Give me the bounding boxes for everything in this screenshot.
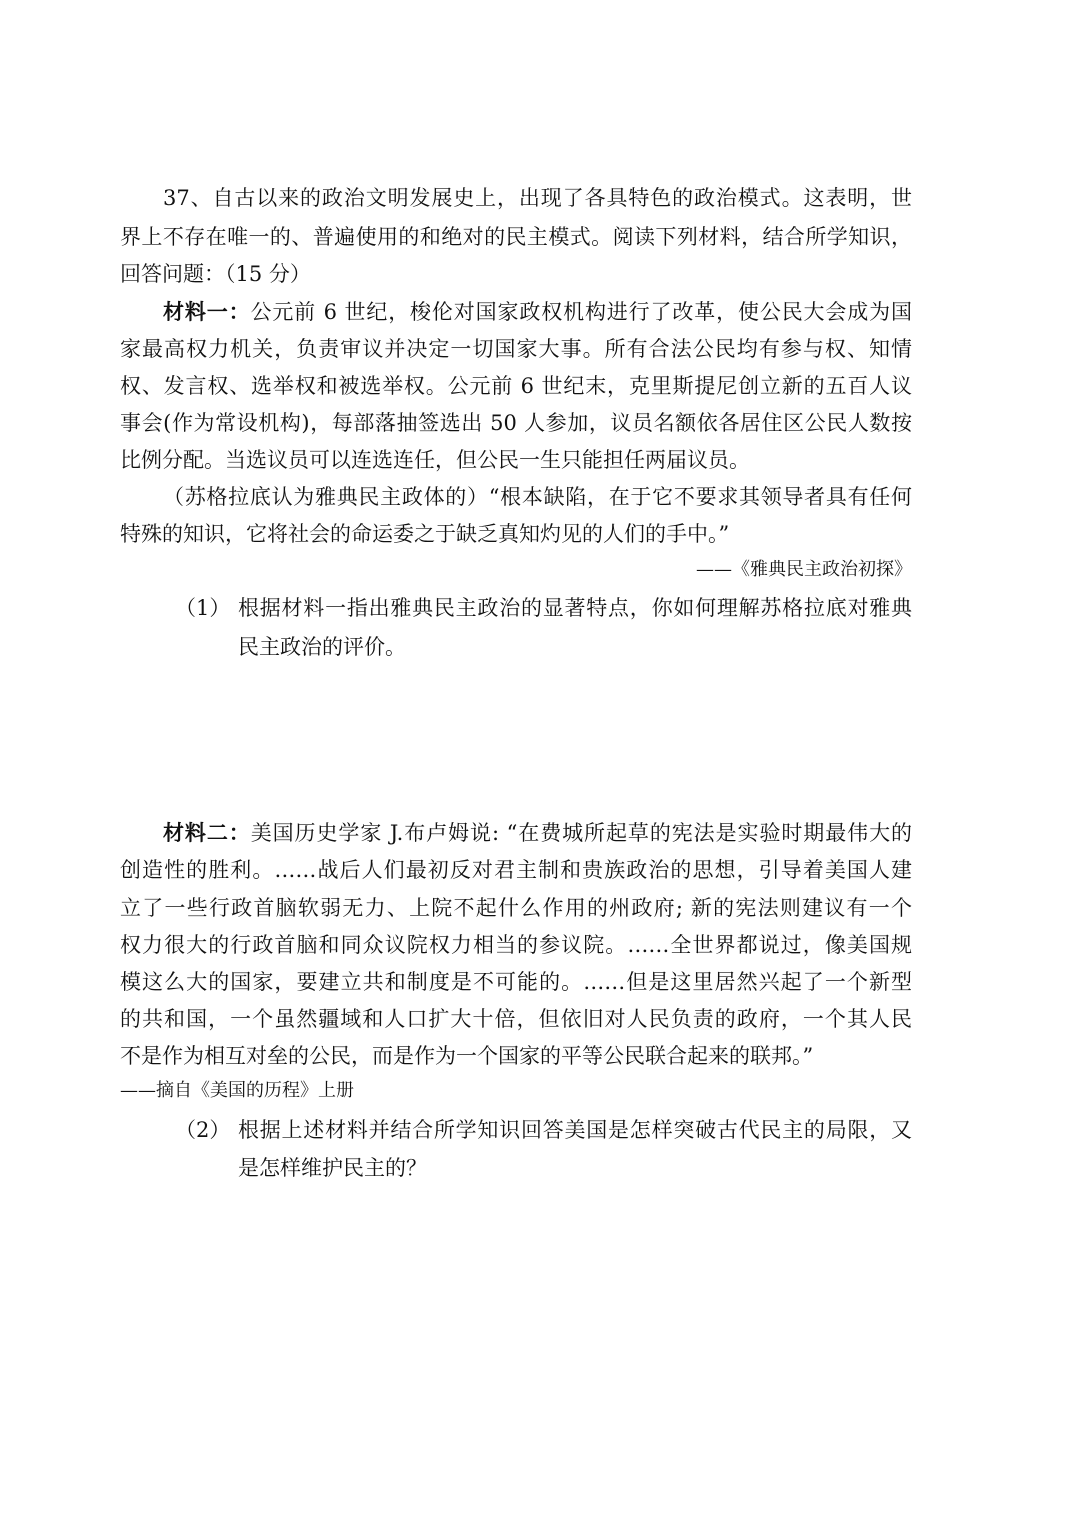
material2-line-1: [163, 813, 912, 853]
q1-number: （1）: [175, 596, 231, 620]
material1-quote-line-2: 特殊的知识，它将社会的命运委之于缺乏真知灼见的人们的手中。”: [120, 522, 730, 546]
question-intro-line-3: 回答问题：（15 分）: [120, 262, 311, 286]
material1-text: 公元前 6 世纪，梭伦对国家政权机构进行了改革，使公民大会成为国: [250, 300, 912, 324]
material1-line-3: 权、发言权、选举权和被选举权。公元前 6 世纪末，克里斯提尼创立新的五百人议: [120, 374, 912, 398]
question-intro-line-2: 界上不存在唯一的、普遍使用的和绝对的民主模式。阅读下列材料，结合所学知识，: [120, 225, 912, 249]
q2-number: （2）: [175, 1118, 231, 1142]
material2-line-5: 模这么大的国家，要建立共和制度是不可能的。……但是这里居然兴起了一个新型: [120, 970, 912, 994]
material2-label: 材料二：: [163, 820, 251, 845]
material2-line-6: 的共和国，一个虽然疆域和人口扩大十倍，但依旧对人民负责的政府，一个其人民: [120, 1007, 912, 1031]
material1-source: ——《雅典民主政治初探》: [696, 559, 912, 580]
material1-line-5: 比例分配。当选议员可以连选连任，但公民一生只能担任两届议员。: [120, 448, 750, 472]
material2-line-7: 不是作为相互对垒的公民，而是作为一个国家的平等公民联合起来的联邦。”: [120, 1044, 814, 1068]
q1-line-1: 根据材料一指出雅典民主政治的显著特点，你如何理解苏格拉底对雅典: [238, 596, 912, 620]
material2-source: ——摘自《美国的历程》上册: [120, 1080, 354, 1101]
material2-text: 美国历史学家 J.布卢姆说: “在费城所起草的宪法是实验时期最伟大的: [250, 821, 913, 845]
q2-line-2: 是怎样维护民主的？: [238, 1156, 427, 1180]
question-intro-line-1: 37、自古以来的政治文明发展史上，出现了各具特色的政治模式。这表明，世: [163, 186, 912, 210]
material1-line-1: [163, 292, 912, 332]
material2-line-3: 立了一些行政首脑软弱无力、上院不起什么作用的州政府; 新的宪法则建议有一个: [120, 896, 912, 920]
q1-line-2: 民主政治的评价。: [238, 635, 406, 659]
material1-line-4: 事会(作为常设机构)，每部落抽签选出 50 人参加，议员名额依各居住区公民人数按: [120, 411, 912, 435]
material2-line-4: 权力很大的行政首脑和同众议院权力相当的参议院。……全世界都说过，像美国规: [120, 933, 912, 957]
material1-line-2: 家最高权力机关，负责审议并决定一切国家大事。所有合法公民均有参与权、知情: [120, 337, 912, 361]
material1-quote-line-1: （苏格拉底认为雅典民主政体的）“根本缺陷，在于它不要求其领导者具有任何: [163, 485, 912, 509]
material1-label: 材料一：: [163, 299, 251, 324]
material2-line-2: 创造性的胜利。……战后人们最初反对君主制和贵族政治的思想，引导着美国人建: [120, 858, 912, 882]
q2-line-1: 根据上述材料并结合所学知识回答美国是怎样突破古代民主的局限，又: [238, 1118, 912, 1142]
